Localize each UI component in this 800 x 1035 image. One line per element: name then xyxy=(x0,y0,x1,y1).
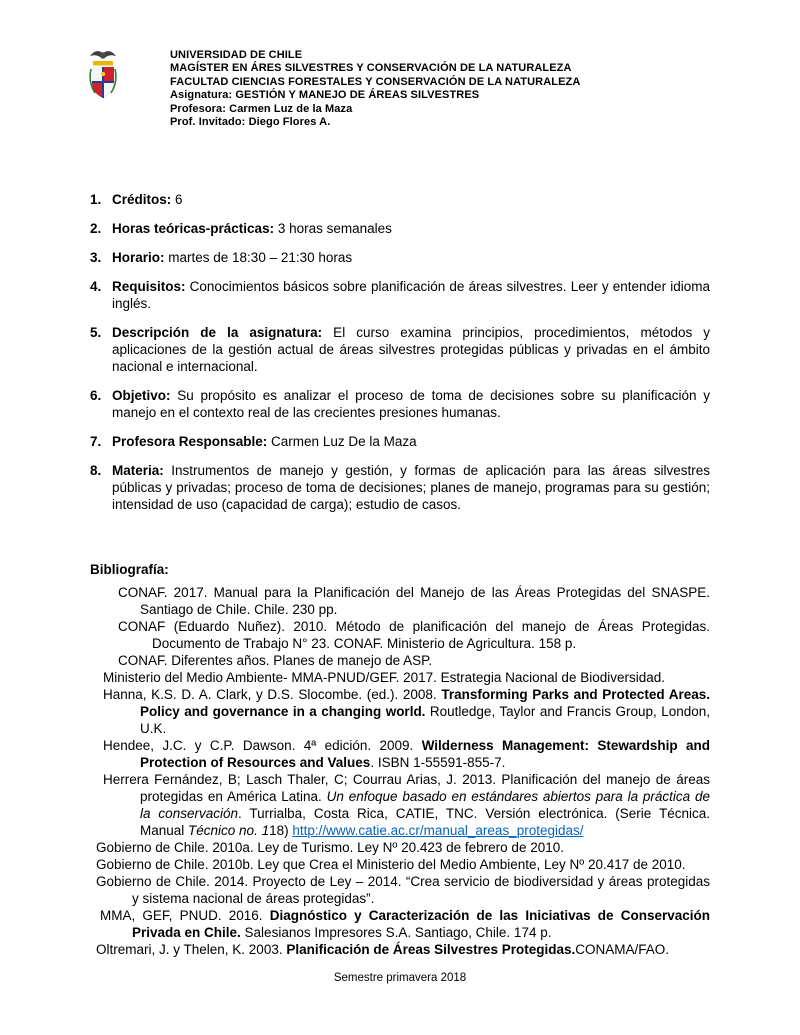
syllabus-item xyxy=(90,249,710,266)
item-label: Objetivo: xyxy=(112,388,171,404)
bibliography-text: Oltremari, J. y Thelen, K. 2003. xyxy=(96,942,287,958)
item-label: Materia: xyxy=(112,463,164,479)
syllabus-item xyxy=(90,191,710,208)
page-footer: Semestre primavera 2018 xyxy=(333,972,467,984)
bibliography-entry xyxy=(90,941,710,958)
syllabus-items-list xyxy=(90,191,710,513)
item-label: Horas teóricas-prácticas: xyxy=(112,221,275,237)
bibliography-entry xyxy=(90,669,710,686)
header-text-block xyxy=(170,46,580,129)
bibliography-entry xyxy=(90,618,710,652)
item-label: Créditos: xyxy=(112,192,172,208)
bibliography-section xyxy=(90,561,710,958)
item-number: 6. xyxy=(90,388,102,404)
bibliography-text: Gobierno de Chile. 2010b. Ley que Crea el Ministerio del Medio Ambiente, Ley Nº 20.417 de 2010. xyxy=(96,857,686,873)
universidad-de-chile-crest-icon xyxy=(88,46,118,106)
syllabus-item xyxy=(90,278,710,312)
syllabus-item xyxy=(90,462,710,513)
bibliography-entry xyxy=(90,839,710,856)
item-number: 2. xyxy=(90,221,102,237)
bibliography-link[interactable]: http://www.catie.ac.cr/manual_areas_protegidas/ xyxy=(292,823,584,839)
course-title-line: Asignatura: GESTIÓN Y MANEJO DE ÁREAS SILVESTRES xyxy=(170,89,480,102)
university-name: UNIVERSIDAD DE CHILE xyxy=(170,49,303,61)
item-text: Carmen Luz De la Maza xyxy=(267,434,417,450)
professor-line: Profesora: Carmen Luz de la Maza xyxy=(170,102,353,115)
bibliography-text: MMA, GEF, PNUD. 2016. xyxy=(100,908,270,924)
bibliography-entry xyxy=(90,737,710,771)
bibliography-entry xyxy=(90,856,710,873)
bibliography-text: Hanna, K.S. D. A. Clark, y D.S. Slocombe. (ed.). 2008. xyxy=(103,687,442,703)
item-number: 8. xyxy=(90,463,102,479)
bibliography-text: Hendee, J.C. y C.P. Dawson. 4ª edición. 2009. xyxy=(103,738,422,754)
bibliography-entry xyxy=(90,907,710,941)
item-number: 5. xyxy=(90,325,102,341)
bibliography-text: CONAF. Diferentes años. Planes de manejo de ASP. xyxy=(118,653,433,669)
bibliography-title-bold: Planificación de Áreas Silvestres Protegidas. xyxy=(286,942,576,958)
bibliography-entry xyxy=(90,584,710,618)
item-label: Requisitos: xyxy=(112,279,186,295)
bibliography-title-italic: Un enfoque basado en estándares abiertos para la práctica de la conservación xyxy=(140,789,710,822)
item-label: Horario: xyxy=(112,250,165,266)
bibliography-text: CONAF (Eduardo Nuñez). 2010. Método de planificación del manejo de Áreas Protegidas. Documento de Trabajo N° 23. CONAF. Ministerio de Agricultura. 158 p. xyxy=(118,619,710,652)
document-header xyxy=(0,0,800,129)
item-number: 1. xyxy=(90,192,102,208)
syllabus-item xyxy=(90,324,710,375)
bibliography-text: . ISBN 1-55591-855-7. xyxy=(370,755,506,771)
bibliography-text: Routledge, Taylor and Francis Group, London, U.K. xyxy=(140,704,711,737)
item-text: Instrumentos de manejo y gestión, y formas de aplicación para las áreas silvestres públicas y privadas; proceso de toma de decisiones; planes de manejo, programas para su gestión; intensidad de uso (capacidad de carga); estudio de casos. xyxy=(112,463,710,513)
item-label: Profesora Responsable: xyxy=(112,434,268,450)
bibliography-title-bold: Transforming Parks and Protected Areas. Policy and governance in a changing world. xyxy=(140,687,710,720)
item-number: 4. xyxy=(90,279,102,295)
bibliography-entry xyxy=(90,873,710,907)
bibliography-entry xyxy=(90,771,710,839)
item-text: martes de 18:30 – 21:30 horas xyxy=(164,250,353,266)
program-name: MAGÍSTER EN ÁRES SILVESTRES Y CONSERVACIÓN DE LA NATURALEZA xyxy=(170,62,572,75)
bibliography-entries xyxy=(90,584,710,958)
bibliography-entry xyxy=(90,652,710,669)
bibliography-entry xyxy=(90,686,710,737)
bibliography-title-italic: Técnico no. 1 xyxy=(188,823,270,839)
item-number: 3. xyxy=(90,250,102,266)
item-text: 6 xyxy=(171,192,183,208)
guest-professor-line: Prof. Invitado: Diego Flores A. xyxy=(170,116,331,129)
item-label: Descripción de la asignatura: xyxy=(112,325,323,341)
bibliography-text: 18) xyxy=(269,823,293,839)
syllabus-item xyxy=(90,220,710,237)
syllabus-item xyxy=(90,433,710,450)
bibliography-title-bold: Wilderness Management: Stewardship and Protection of Resources and Values xyxy=(140,738,711,771)
bibliography-text: Salesianos Impresores S.A. Santiago, Chile. 174 p. xyxy=(240,925,552,941)
bibliography-text: CONAF. 2017. Manual para la Planificación del Manejo de las Áreas Protegidas del SNASPE. Santiago de Chile. Chile. 230 pp. xyxy=(118,585,710,618)
bibliography-text: Ministerio del Medio Ambiente- MMA-PNUD/GEF. 2017. Estrategia Nacional de Biodiversidad. xyxy=(103,670,665,686)
item-text: Conocimientos básicos sobre planificación de áreas silvestres. Leer y entender idioma inglés. xyxy=(112,279,710,312)
bibliography-title-bold: Diagnóstico y Caracterización de las Iniciativas de Conservación Privada en Chile. xyxy=(132,908,711,941)
item-text: El curso examina principios, procedimientos, métodos y aplicaciones de la gestión actual de áreas silvestres protegidas públicas y privadas en el ámbito nacional e internacional. xyxy=(112,325,711,375)
bibliography-text: CONAMA/FAO. xyxy=(575,942,669,958)
bibliography-heading: Bibliografía: xyxy=(90,562,169,578)
item-text: 3 horas semanales xyxy=(274,221,392,237)
item-number: 7. xyxy=(90,434,102,450)
faculty-name: FACULTAD CIENCIAS FORESTALES Y CONSERVACIÓN DE LA NATURALEZA xyxy=(170,75,581,88)
bibliography-text: Gobierno de Chile. 2010a. Ley de Turismo. Ley Nº 20.423 de febrero de 2010. xyxy=(96,840,564,856)
syllabus-item xyxy=(90,387,710,421)
bibliography-text: Gobierno de Chile. 2014. Proyecto de Ley – 2014. “Crea servicio de biodiversidad y áreas protegidas y sistema nacional de áreas protegidas”. xyxy=(96,874,710,907)
item-text: Su propósito es analizar el proceso de toma de decisiones sobre su planificación y manejo en el contexto real de las crecientes presiones humanas. xyxy=(112,388,710,421)
bibliography-text: Herrera Fernández, B; Lasch Thaler, C; Courrau Arias, J. 2013. Planificación del manejo de áreas protegidas en América Latina. xyxy=(103,772,710,805)
bibliography-text: . Turrialba, Costa Rica, CATIE, TNC. Versión electrónica. (Serie Técnica. Manual xyxy=(140,806,710,839)
